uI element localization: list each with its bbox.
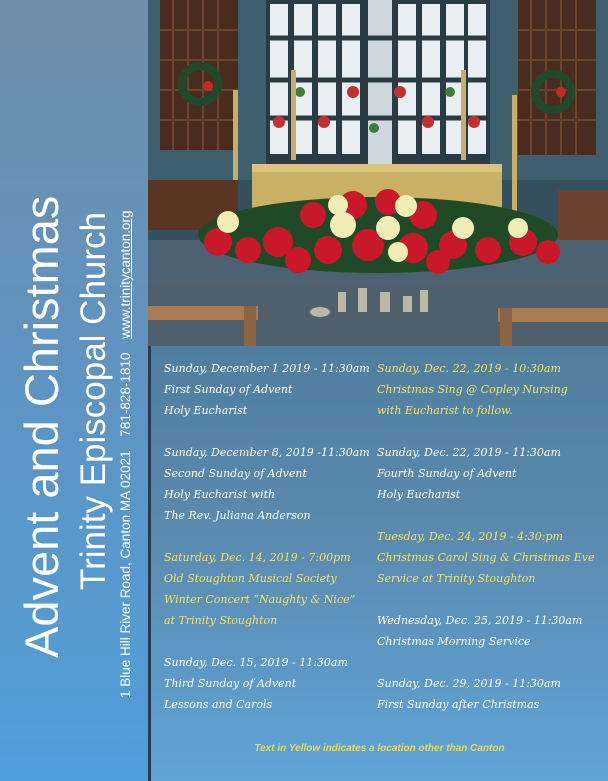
event-detail: at Trinity Stoughton — [164, 614, 278, 627]
event-date: Sunday, Dec. 29, 2019 - 11:30am — [377, 677, 561, 690]
event-title: First Sunday of Advent — [164, 383, 293, 396]
event-title: Fourth Sunday of Advent — [377, 467, 517, 480]
event-detail: The Rev. Juliana Anderson — [164, 509, 311, 522]
event-date: Saturday, Dec. 14, 2019 - 7:00pm — [164, 551, 351, 564]
event-date: Sunday, Dec. 15, 2019 - 11:30am — [164, 656, 348, 669]
church-name: Trinity Episcopal Church — [74, 211, 113, 590]
location-note: Text in Yellow indicates a location other than Canton — [254, 743, 505, 754]
event-detail: Holy Eucharist — [164, 404, 248, 417]
sidebar — [0, 0, 148, 781]
address: 1 Blue Hill River Road, Canton MA 02021 — [118, 450, 133, 698]
event-detail: Winter Concert “Naughty & Nice” — [164, 593, 356, 606]
schedule-panel — [151, 346, 608, 781]
event-date: Sunday, December 8, 2019 -11:30am — [164, 446, 370, 459]
event-left-1 — [164, 358, 370, 421]
event-title: Christmas Carol Sing & Christmas Eve — [377, 551, 595, 564]
flyer-title: Advent and Christmas — [15, 195, 68, 658]
event-date: Sunday, Dec. 22, 2019 - 10:30am — [377, 362, 561, 375]
event-right-2 — [377, 442, 561, 505]
event-right-3 — [377, 526, 595, 589]
website-link[interactable]: www.trinitycanton.org — [118, 210, 133, 339]
event-detail: Service at Trinity Stoughton — [377, 572, 536, 585]
contact-line — [117, 78, 135, 698]
event-date: Sunday, Dec. 22, 2019 - 11:30am — [377, 446, 561, 459]
event-title: Old Stoughton Musical Society — [164, 572, 337, 585]
event-date: Tuesday, Dec. 24, 2019 - 4:30:pm — [377, 530, 563, 543]
event-right-4 — [377, 610, 582, 652]
event-detail: Holy Eucharist with — [164, 488, 276, 501]
event-title: Christmas Sing @ Copley Nursing — [377, 383, 568, 396]
event-detail: with Eucharist to follow. — [377, 404, 513, 417]
event-right-5 — [377, 673, 561, 715]
phone: 781-828-1810 — [118, 352, 133, 437]
event-title: Third Sunday of Advent — [164, 677, 297, 690]
event-date: Wednesday, Dec. 25, 2019 - 11:30am — [377, 614, 583, 627]
altar-photo — [148, 0, 608, 346]
event-left-2 — [164, 442, 370, 526]
event-date: Sunday, December 1 2019 - 11:30am — [164, 362, 370, 375]
event-title: First Sunday after Christmas — [377, 698, 540, 711]
event-left-3 — [164, 547, 355, 631]
event-title: Christmas Morning Service — [377, 635, 531, 648]
event-left-4 — [164, 652, 348, 715]
event-title: Second Sunday of Advent — [164, 467, 307, 480]
altar-photo-image — [148, 0, 608, 346]
event-detail: Holy Eucharist — [377, 488, 461, 501]
event-detail: Lessons and Carols — [164, 698, 273, 711]
event-right-1 — [377, 358, 568, 421]
